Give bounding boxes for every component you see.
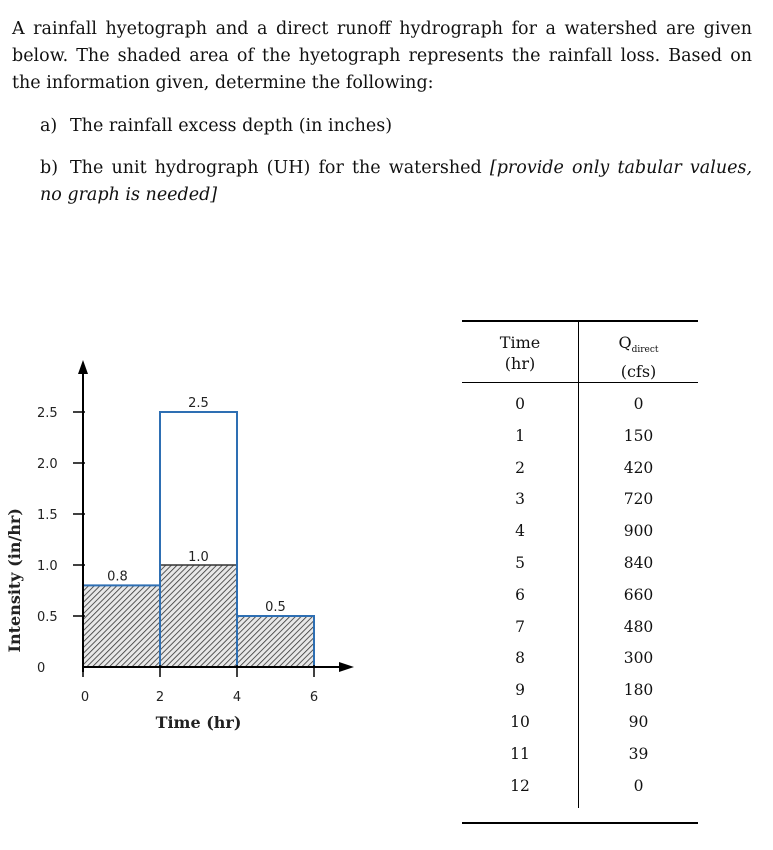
bar-label-1: 2.5 <box>188 396 209 411</box>
loss-area-1 <box>160 565 237 667</box>
time-cell: 3 <box>515 490 525 509</box>
y-tick-label-3: 1.5 <box>37 508 58 523</box>
problem-statement: A rainfall hyetograph and a direct runoff hydrograph for a watershed are given below. The shaded area of the hyetograph represents the rainfall loss. Based on the information given, determine the following: <box>12 19 752 93</box>
q-cell: 0 <box>633 776 644 795</box>
q-header <box>579 322 698 382</box>
time-cell: 8 <box>515 649 525 668</box>
table-header <box>462 322 698 383</box>
q-cell: 840 <box>623 553 654 572</box>
time-cell: 2 <box>515 458 525 477</box>
time-cell: 6 <box>515 585 525 604</box>
time-cell: 9 <box>515 681 525 700</box>
bar-label-2: 0.5 <box>265 600 286 615</box>
q-cell: 900 <box>623 522 654 541</box>
time-cell: 11 <box>510 744 530 763</box>
table-body <box>462 383 698 808</box>
q-cell: 660 <box>623 585 654 604</box>
q-column <box>579 383 698 808</box>
hyetograph-chart <box>0 340 370 740</box>
q-cell: 0 <box>633 395 644 413</box>
question-b-label: b) <box>40 158 59 178</box>
q-cell: 150 <box>623 426 654 445</box>
question-a-label: a) <box>40 116 58 136</box>
time-header <box>462 322 579 382</box>
x-tick-label-0: 0 <box>80 690 90 705</box>
q-cell: 720 <box>623 490 654 509</box>
q-cell: 180 <box>623 681 654 700</box>
y-tick-label-2: 1.0 <box>37 559 58 574</box>
x-tick-label-2: 4 <box>232 690 242 705</box>
x-tick-label-1: 2 <box>155 690 165 705</box>
y-tick-label-4: 2.0 <box>37 457 58 472</box>
question-b-text: The unit hydrograph (UH) for the watershed <box>70 158 490 178</box>
q-cell: 90 <box>628 712 649 731</box>
q-header-label: Q <box>618 333 632 352</box>
y-tick-label-5: 2.5 <box>37 406 58 421</box>
y-axis-title: Intensity (in/hr) <box>5 508 24 653</box>
time-cell: 12 <box>510 776 530 795</box>
time-header-unit: (hr) <box>504 354 536 373</box>
x-axis-arrow <box>339 662 354 672</box>
q-cell: 39 <box>628 744 649 763</box>
time-cell: 7 <box>515 617 525 636</box>
y-tick-label-0: 0 <box>37 661 46 676</box>
q-header-sub: direct <box>631 345 659 356</box>
y-tick-label-1: 0.5 <box>37 610 58 625</box>
q-header-unit: (cfs) <box>620 362 657 382</box>
q-cell: 420 <box>623 458 654 477</box>
question-b <box>40 155 752 209</box>
time-cell: 1 <box>515 426 525 445</box>
question-a <box>40 113 392 140</box>
time-cell: 10 <box>510 712 530 731</box>
table-bottom-rule <box>462 822 698 824</box>
question-a-text: The rainfall excess depth (in inches) <box>70 116 393 136</box>
loss-label-1: 1.0 <box>188 550 209 565</box>
question-b-note: [provide only tabular values, no graph is needed] <box>40 158 753 205</box>
hydrograph-table <box>462 320 698 824</box>
bar-label-0: 0.8 <box>107 569 128 585</box>
time-column <box>462 383 579 808</box>
y-axis-arrow <box>78 360 88 374</box>
time-cell: 5 <box>515 553 525 572</box>
time-header-label: Time <box>499 333 541 352</box>
loss-area-0 <box>83 585 160 667</box>
x-tick-label-3: 6 <box>309 690 319 705</box>
q-cell: 480 <box>623 617 654 636</box>
time-cell: 4 <box>515 522 525 541</box>
q-cell: 300 <box>623 649 654 668</box>
x-axis-title: Time (hr) <box>155 713 242 732</box>
loss-area-2 <box>237 616 314 667</box>
time-cell: 0 <box>515 395 525 413</box>
